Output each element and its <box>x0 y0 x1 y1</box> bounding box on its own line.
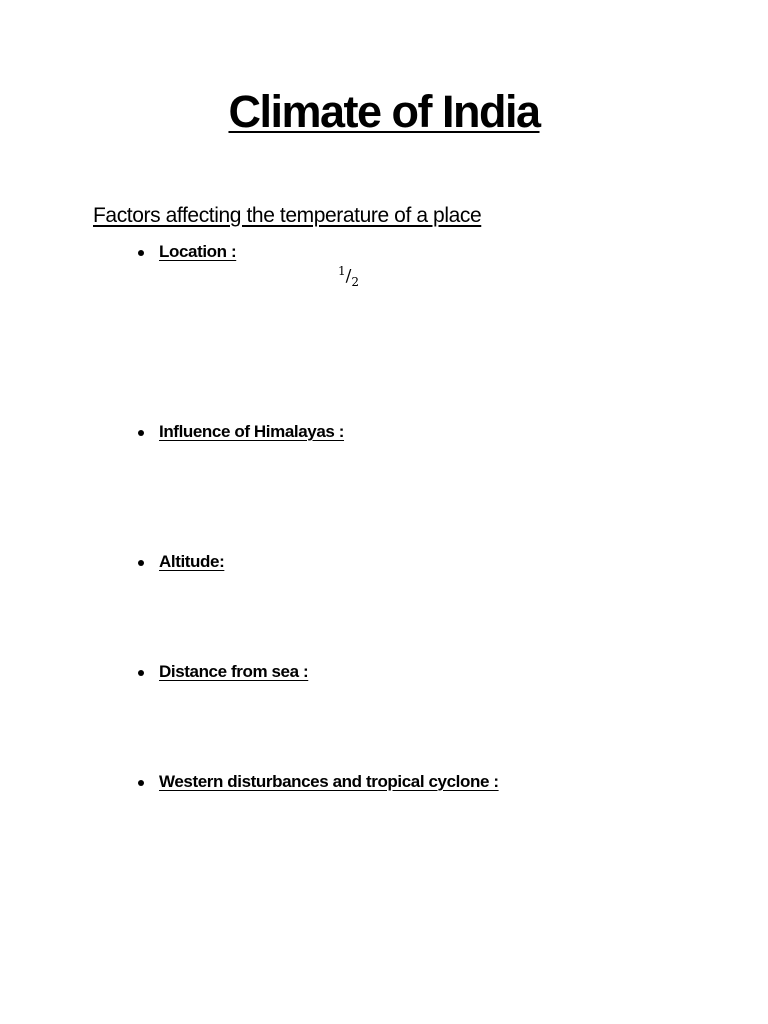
item-label: Distance from sea : <box>159 662 309 681</box>
bullet-icon <box>138 560 144 566</box>
bullet-icon <box>138 250 144 256</box>
numerator: 1 <box>338 264 346 278</box>
item-label: Influence of Himalayas : <box>159 422 345 441</box>
page-title <box>0 86 768 138</box>
denominator: 2 <box>351 275 360 290</box>
list-item <box>138 242 236 262</box>
item-label: Altitude: <box>159 552 225 571</box>
list-item <box>138 662 308 682</box>
bullet-icon <box>138 780 144 786</box>
list-item <box>138 552 224 572</box>
bullet-icon <box>138 430 144 436</box>
item-label: Western disturbances and tropical cyclone : <box>159 772 499 791</box>
fraction <box>338 264 359 289</box>
list-item <box>138 772 499 792</box>
bullet-icon <box>138 670 144 676</box>
fraction-slash: / <box>345 266 352 287</box>
item-label: Location : <box>159 242 237 261</box>
list-item <box>138 422 344 442</box>
title-text: Climate of India <box>228 86 540 137</box>
section-heading: Factors affecting the temperature of a place <box>93 204 482 227</box>
